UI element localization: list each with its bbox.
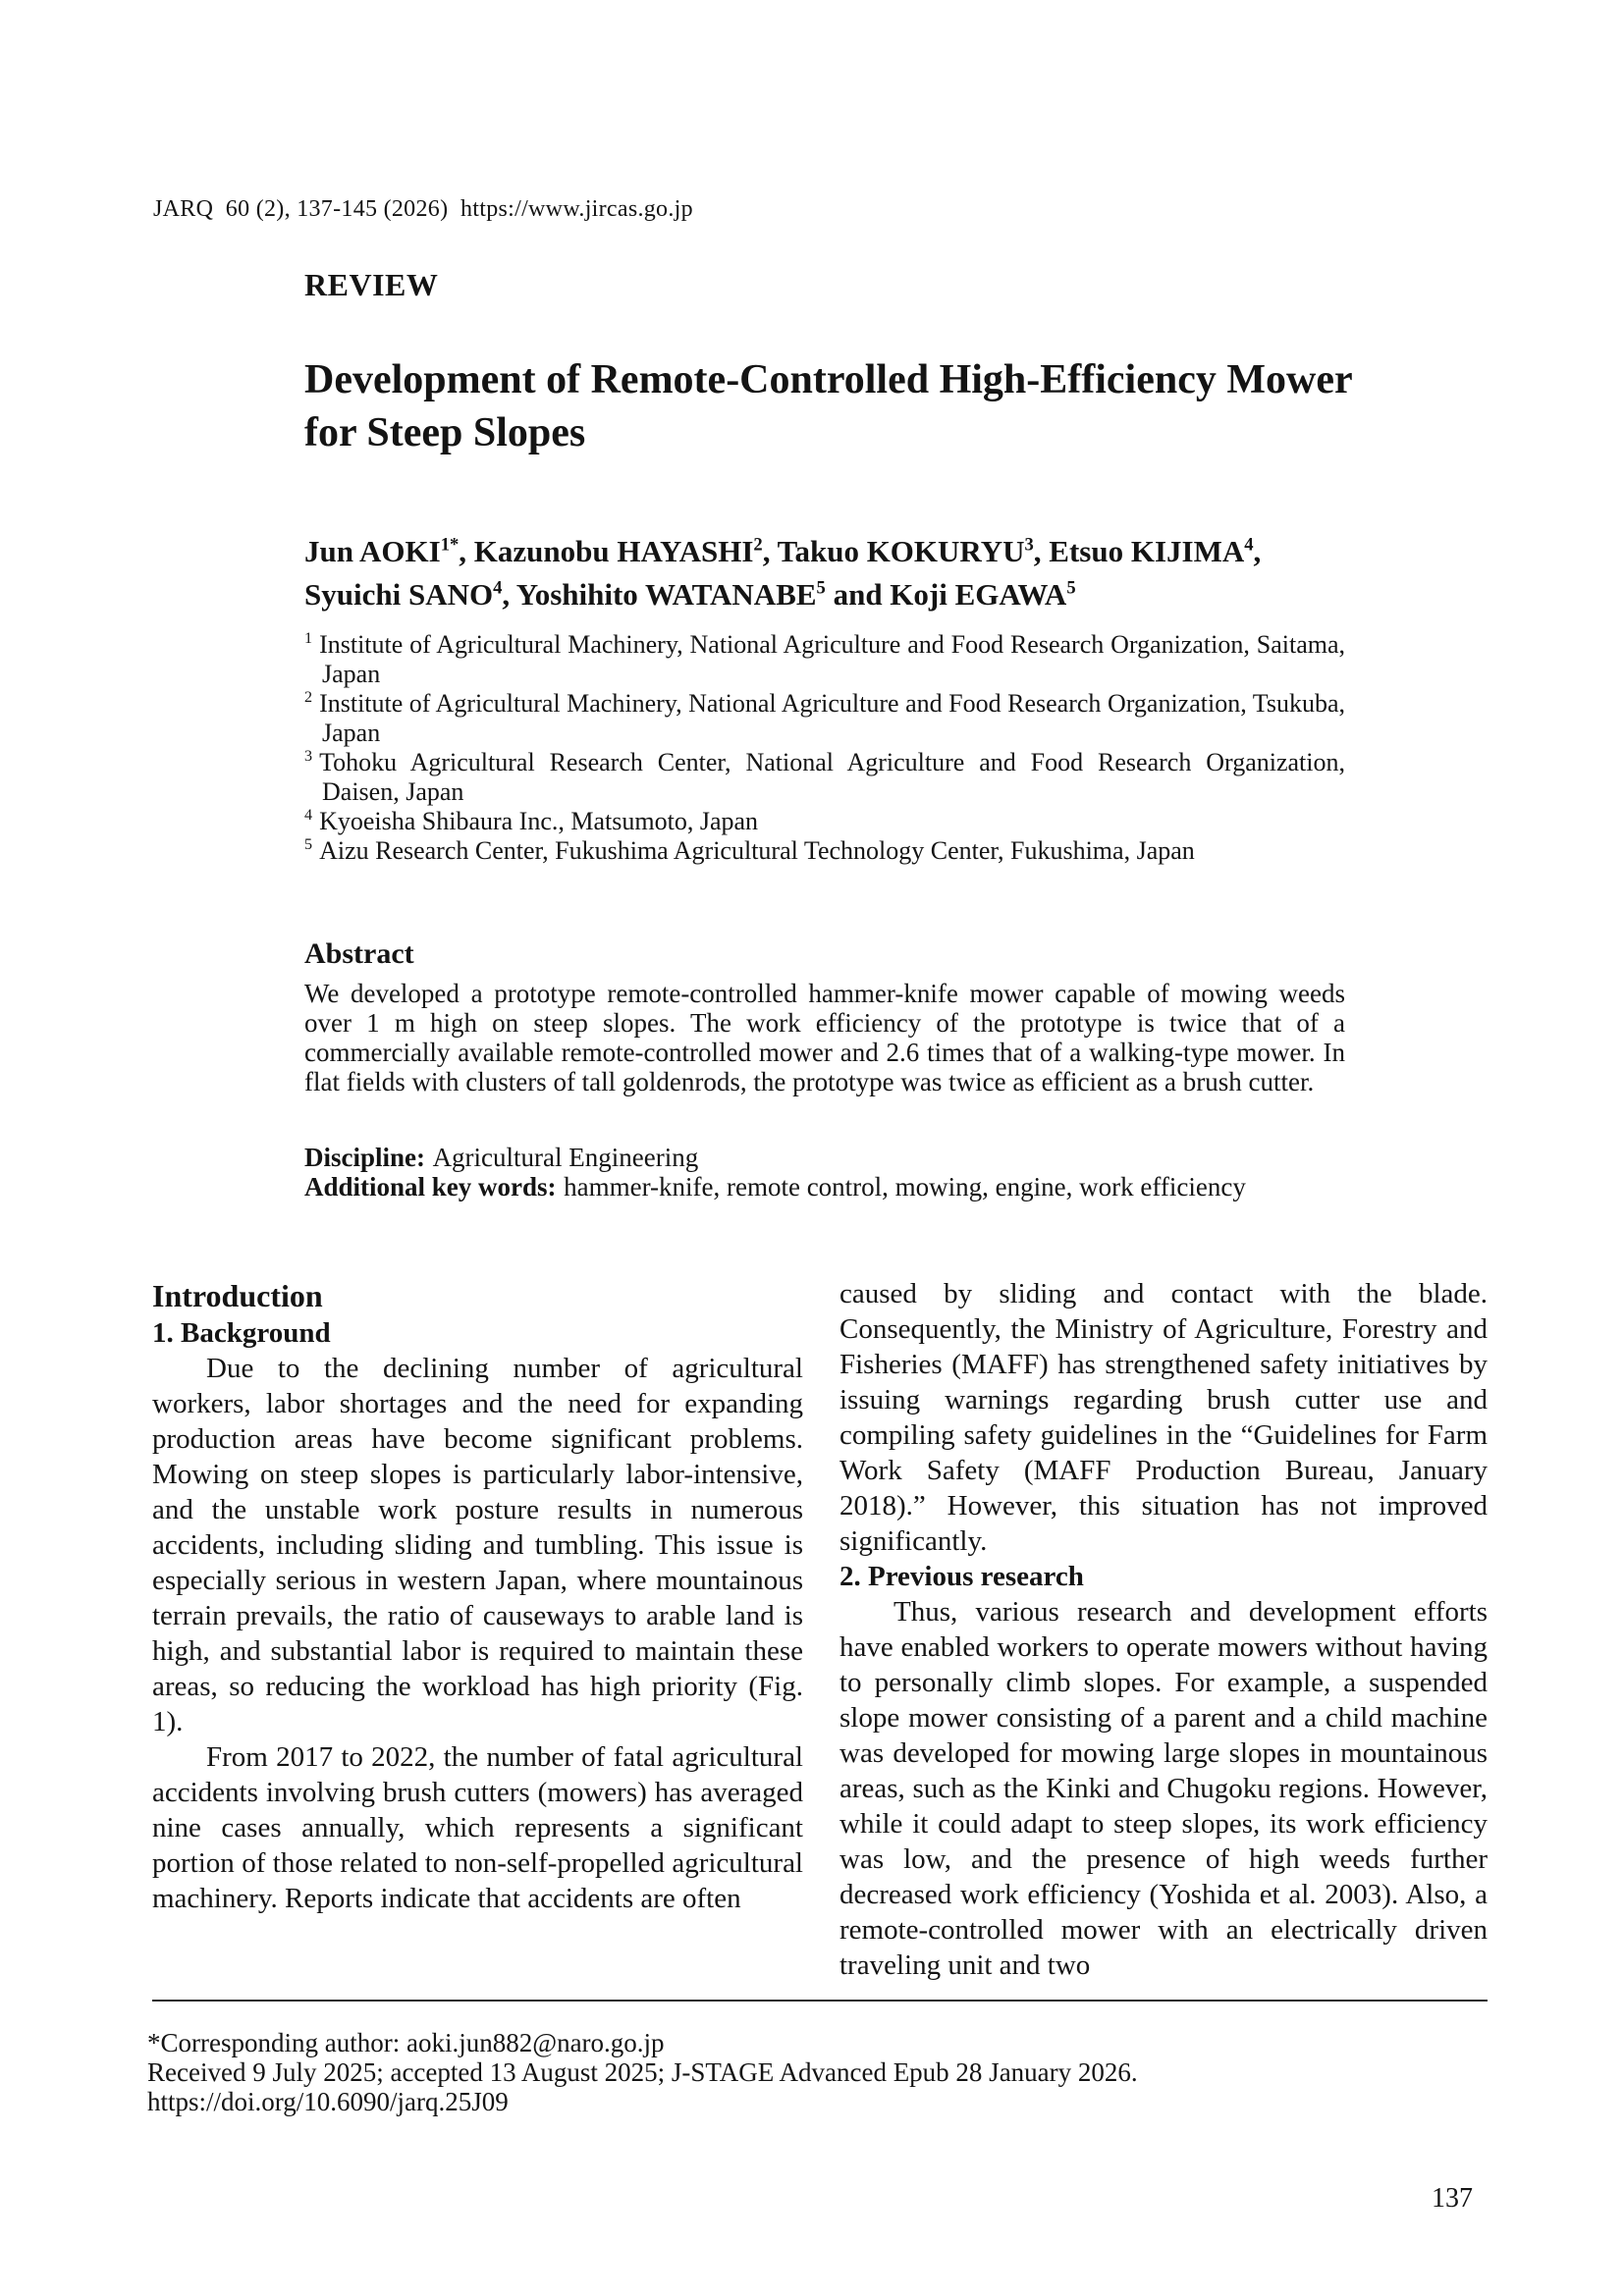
author-affiliation-sup: 5 xyxy=(816,577,826,599)
received-accepted-line: Received 9 July 2025; accepted 13 August 2025; J-STAGE Advanced Epub 28 January 2026. xyxy=(147,2057,1138,2087)
body-column-left xyxy=(152,1276,803,1916)
abstract-heading: Abstract xyxy=(304,937,414,970)
affiliation-text: Institute of Agricultural Machinery, National Agriculture and Food Research Organization, Saitama, Japan xyxy=(319,630,1345,688)
author-affiliation-sup: 5 xyxy=(1066,577,1076,599)
author-affiliation-sup: 4 xyxy=(493,577,503,599)
author-affiliation-sup: 4 xyxy=(1244,534,1254,556)
author-affiliation-sup: 1* xyxy=(440,534,460,556)
section-1-paragraph-1: Due to the declining number of agricultural workers, labor shortages and the need for expanding production areas have become significant problems. Mowing on steep slopes is particularly labor-intensive, and the unstable work posture results in numerous accidents, including sliding and tumbling. This issue is especially serious in western Japan, where mountainous terrain prevails, the ratio of causeways to arable land is high, and substantial labor is required to maintain these areas, so reducing the workload has high priority (Fig. 1). xyxy=(152,1353,803,1737)
footnote-divider xyxy=(152,2000,1488,2002)
author-affiliation-sup: 2 xyxy=(753,534,763,556)
article-title-line-1: Development of Remote-Controlled High-Efficiency Mower xyxy=(304,357,1353,402)
authors-line-1: Jun $AOKI^{1*}$, Kazunobu HAYASHI$^2$, Takuo KOKURYU$^3$, Etsuo KIJIMA$^4$, xyxy=(304,534,1262,568)
body-column-right xyxy=(839,1276,1488,1983)
corresponding-author-line: *Corresponding author: aoki.jun882@naro.go.jp xyxy=(147,2028,665,2057)
keywords-value: hammer-knife, remote control, mowing, engine, work efficiency xyxy=(564,1172,1246,1201)
author-affiliation-sup: 3 xyxy=(1024,534,1034,556)
article-title xyxy=(304,353,1375,459)
section-2-heading: 2. Previous research xyxy=(839,1561,1084,1592)
article-meta xyxy=(304,1143,1345,1201)
affiliation-item xyxy=(304,630,1345,689)
keywords-line xyxy=(304,1172,1345,1201)
affiliation-sup-marker: 4 xyxy=(304,807,313,825)
affiliation-sup-marker: 1 xyxy=(304,630,313,648)
authors-block xyxy=(304,530,1365,616)
discipline-label: Discipline: xyxy=(304,1143,426,1172)
affiliation-sup-marker: 5 xyxy=(304,836,313,854)
authors-line-2: Syuichi SANO$^4$, Yoshihito WATANABE$^5$ and Koji EGAWA$^5$ xyxy=(304,577,1076,612)
page-number: 137 xyxy=(1432,2183,1473,2214)
affiliation-text: Tohoku Agricultural Research Center, National Agriculture and Food Research Organization, Daisen, Japan xyxy=(319,748,1345,806)
section-1-heading: 1. Background xyxy=(152,1317,331,1349)
affiliation-text: Institute of Agricultural Machinery, National Agriculture and Food Research Organization, Tsukuba, Japan xyxy=(319,689,1345,747)
affiliation-item xyxy=(304,807,1345,836)
section-1-paragraph-continued: caused by sliding and contact with the blade. Consequently, the Ministry of Agriculture, Forestry and Fisheries (MAFF) has strengthened safety initiatives by issuing warnings regarding brush cutter use and compiling safety guidelines in the “Guidelines for Farm Work Safety (MAFF Production Bureau, January 2018).” However, this situation has not improved significantly. xyxy=(839,1278,1488,1557)
affiliation-item xyxy=(304,689,1345,748)
affiliation-sup-marker: 2 xyxy=(304,689,313,707)
discipline-line xyxy=(304,1143,1345,1172)
affiliation-item xyxy=(304,836,1345,866)
article-type-label: REVIEW xyxy=(304,267,439,302)
affiliation-sup-marker: 3 xyxy=(304,748,313,766)
affiliation-text: Aizu Research Center, Fukushima Agricultural Technology Center, Fukushima, Japan xyxy=(319,836,1195,865)
affiliations-list xyxy=(304,630,1345,866)
section-2-paragraph-1: Thus, various research and development efforts have enabled workers to operate mowers without having to personally climb slopes. For example, a suspended slope mower consisting of a parent and a child machine was developed for mowing large slopes in mountainous areas, such as the Kinki and Chugoku regions. However, while it could adapt to steep slopes, its work efficiency was low, and the presence of high weeds further decreased work efficiency (Yoshida et al. 2003). Also, a remote-controlled mower with an electrically driven traveling unit and two xyxy=(839,1596,1488,1981)
affiliation-item xyxy=(304,748,1345,807)
keywords-label: Additional key words: xyxy=(304,1172,557,1201)
article-title-line-2: for Steep Slopes xyxy=(304,410,586,455)
abstract-text: We developed a prototype remote-controlled hammer-knife mower capable of mowing weeds over 1 m high on steep slopes. The work efficiency of the prototype is twice that of a commercially available remote-controlled mower and 2.6 times that of a walking-type mower. In flat fields with clusters of tall goldenrods, the prototype was twice as efficient as a brush cutter. xyxy=(304,979,1345,1096)
discipline-value: Agricultural Engineering xyxy=(432,1143,699,1172)
journal-header-line: JARQ 60 (2), 137-145 (2026) https://www.jircas.go.jp xyxy=(153,196,693,222)
footnote-block xyxy=(147,2028,1492,2116)
introduction-heading: Introduction xyxy=(152,1278,323,1313)
doi-line: https://doi.org/10.6090/jarq.25J09 xyxy=(147,2087,509,2116)
section-1-paragraph-2: From 2017 to 2022, the number of fatal agricultural accidents involving brush cutters (mowers) has averaged nine cases annually, which represents a significant portion of those related to non-self-propelled agricultural machinery. Reports indicate that accidents are often xyxy=(152,1741,803,1914)
affiliation-text: Kyoeisha Shibaura Inc., Matsumoto, Japan xyxy=(319,807,759,835)
